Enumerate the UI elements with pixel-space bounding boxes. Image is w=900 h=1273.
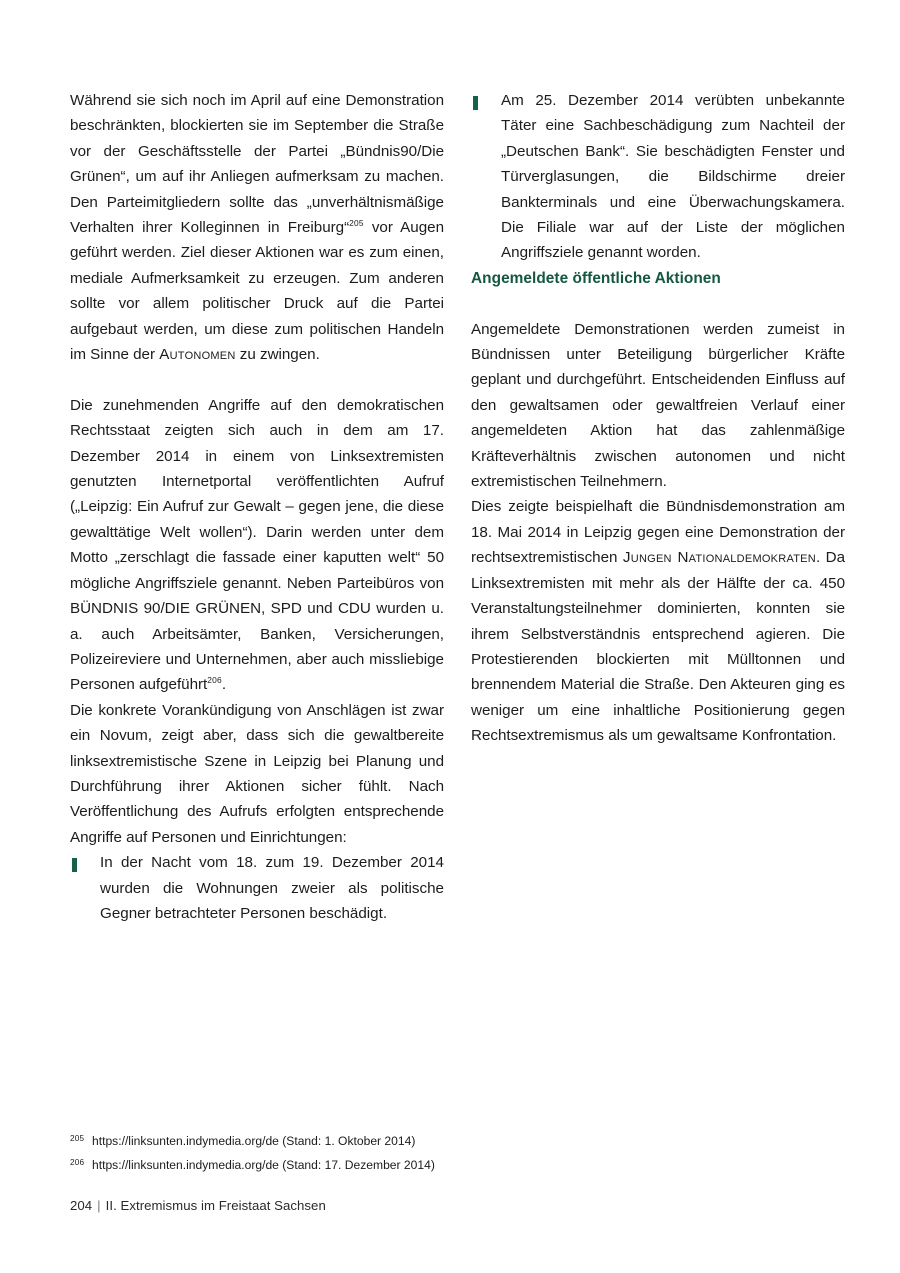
- left-column: [70, 88, 444, 926]
- two-column-body: [70, 88, 845, 926]
- paragraph-2: [70, 393, 444, 698]
- paragraph-1-text-b: vor Augen geführt werden. Ziel dieser Aktionen war es zum einen, mediale Aufmerksamkeit zu erzeugen. Zum anderen sollte vor allem politischer Druck auf die Partei aufgebaut werden, um diese zum politischen Handeln im Sinne der: [70, 219, 444, 364]
- paragraph-4: Angemeldete Demonstrationen werden zumeist in Bündnissen unter Beteiligung bürgerlicher Kräfte geplant und durchgeführt. Entscheidenden Einfluss auf den gewaltsamen oder gewaltfreien Verlauf einer angemeldeten Aktion hat das zahlenmäßige Kräfteverhältnis zwischen autonomen und nicht extremistischen Teilnehmern.: [471, 320, 845, 491]
- footer-separator: |: [97, 1198, 101, 1213]
- page-footer: [70, 1196, 326, 1216]
- paragraph-5-text-a: Dies zeigte beispielhaft die Bündnisdemonstration am 18. Mai 2014 in Leipzig gegen eine Demonstration der rechtsextremistischen: [471, 498, 845, 567]
- footnote-number: 206: [70, 1158, 85, 1167]
- paragraph-2-text-b: .: [221, 676, 227, 694]
- footnote-text: https://linksunten.indymedia.org/de (Stand: 17. Dezember 2014): [92, 1158, 435, 1172]
- section-heading: Angemeldete öffentliche Aktionen: [471, 269, 721, 287]
- footnote-ref-206: 206: [207, 675, 222, 686]
- paragraph-3: Die konkrete Vorankündigung von Anschlägen ist zwar ein Novum, zeigt aber, dass sich die gewaltbereite linksextremistische Szene in Leipzig bei Planung und Durchführung ihrer Aktionen sicher fühlt. Nach Veröffentlichung des Aufrufs erfolgten entsprechende Angriffe auf Personen und Einrichtungen:: [70, 701, 444, 846]
- list-item: [70, 850, 444, 926]
- paragraph-1-text-c: zu zwingen.: [235, 346, 320, 364]
- smallcaps-autonomen: Autonomen: [159, 346, 236, 364]
- left-bullet-list: [70, 850, 444, 926]
- page-number: 204: [70, 1198, 93, 1213]
- chapter-title: II. Extremismus im Freistaat Sachsen: [105, 1198, 326, 1213]
- footnote-number: 205: [70, 1134, 85, 1143]
- paragraph-1: [70, 88, 444, 367]
- right-bullet-list: [471, 88, 845, 266]
- footnote-text: https://linksunten.indymedia.org/de (Stand: 1. Oktober 2014): [92, 1134, 416, 1148]
- paragraph-1-text-a: Während sie sich noch im April auf eine Demonstration beschränkten, blockierten sie im September die Straße vor der Geschäftsstelle der Partei „Bündnis90/Die Grünen“, um auf ihr Anliegen aufmerksam zu machen. Den Parteimitgliedern sollte das „unverhältnismäßige Verhalten ihrer Kolleginnen in Freiburg“: [70, 92, 444, 237]
- footnote-entry: [70, 1152, 830, 1176]
- bullet-bar-icon: [72, 858, 77, 872]
- list-item-text: In der Nacht vom 18. zum 19. Dezember 2014 wurden die Wohnungen zweier als politische Gegner betrachteter Personen beschädigt.: [100, 854, 444, 922]
- paragraph-5: [471, 494, 845, 748]
- smallcaps-jungen-nationaldemokraten: Jungen Nationaldemokraten: [622, 549, 816, 567]
- footnote-entry: [70, 1128, 830, 1152]
- list-item-text: Am 25. Dezember 2014 verübten unbekannte Täter eine Sachbeschädigung zum Nachteil der „Deutschen Bank“. Sie beschädigten Fenster und Türverglasungen, die Bildschirme dreier Bankterminals und eine Überwachungskamera. Die Filiale war auf der Liste der möglichen Angriffsziele genannt worden.: [501, 92, 845, 262]
- paragraph-2-text-a: Die zunehmenden Angriffe auf den demokratischen Rechtsstaat zeigten sich auch in dem am 17. Dezember 2014 in einem von Linksextremisten genutzten Internetportal veröffentlichten Aufruf („Leipzig: Ein Aufruf zur Gewalt – gegen jene, die diese gewalttätige Welt wollen“). Darin werden unter dem Motto „zerschlagt die fassade einer kaputten welt“ 50 mögliche Angriffsziele genannt. Neben Parteibüros von BÜNDNIS 90/DIE GRÜNEN, SPD und CDU wurden u. a. auch Arbeitsämter, Banken, Versicherungen, Polizeireviere und Unternehmen, aber auch missliebige Personen aufgeführt: [70, 396, 444, 694]
- paragraph-5-text-b: . Da Linksextremisten mit mehr als der Hälfte der ca. 450 Veranstaltungsteilnehmer dominierten, konnten sie ihrem Selbstverständnis entsprechend agieren. Die Protestierenden blockierten mit Mülltonnen und brennendem Material die Straße. Den Akteuren ging es weniger um eine inhaltliche Positionierung gegen Rechtsextremismus als um gewaltsame Konfrontation.: [471, 549, 845, 745]
- right-column: [471, 88, 845, 926]
- bullet-bar-icon: [473, 96, 478, 110]
- footnote-ref-205: 205: [349, 217, 364, 228]
- footnote-block: [70, 1128, 830, 1176]
- list-item: [471, 88, 845, 266]
